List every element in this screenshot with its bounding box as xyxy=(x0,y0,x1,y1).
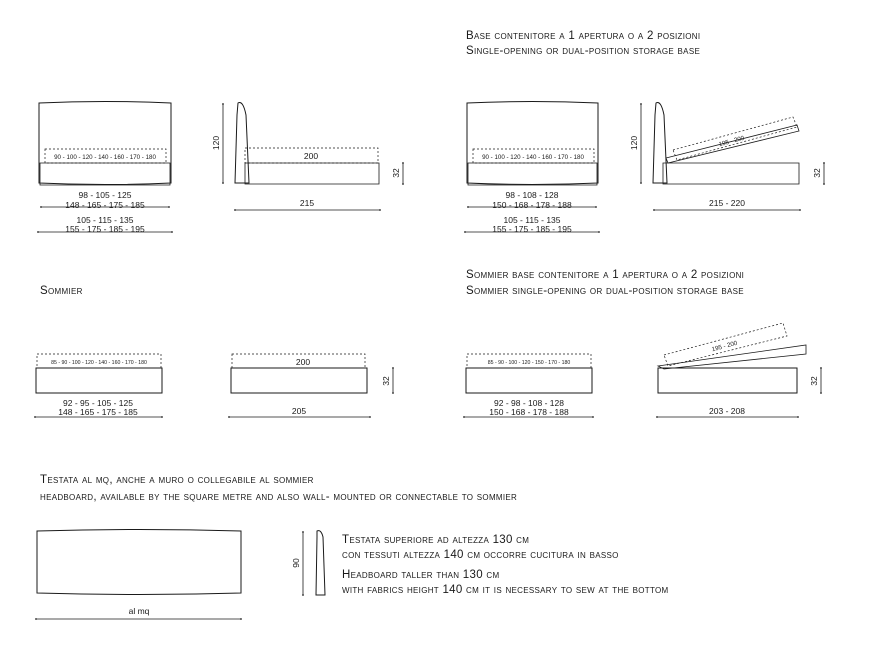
headboard-side-profile xyxy=(316,531,325,595)
storage-base-title-it: Base contenitore a 1 apertura o a 2 posizioni xyxy=(466,30,701,42)
storage-outer-width-2: 155 - 175 - 185 - 195 xyxy=(492,224,572,234)
storage-base-height: 32 xyxy=(812,168,822,178)
bed-total-length: 215 xyxy=(299,198,315,208)
headboard-height: 90 xyxy=(291,558,301,568)
headboard-title-en: headboard, available by the square metre and also wall- mounted or connectable to sommier xyxy=(40,491,518,503)
storage-outer-width-1: 105 - 115 - 135 xyxy=(503,215,561,225)
sommier-storage-width-1: 92 - 98 - 108 - 128 xyxy=(494,398,564,408)
sommier-title: Sommier xyxy=(40,285,83,297)
bed-front-view xyxy=(38,102,172,233)
storage-headboard-side xyxy=(653,103,667,184)
sommier-base-front xyxy=(36,368,162,393)
bed-outer-width-2: 155 - 175 - 185 - 195 xyxy=(65,224,145,234)
sommier-total-length: 205 xyxy=(291,406,307,416)
storage-base-title-en: Single-opening or dual-position storage base xyxy=(466,45,701,57)
bed-mattress-length: 200 xyxy=(303,151,319,161)
note-it-line1: Testata superiore ad altezza 130 cm xyxy=(342,534,530,546)
note-en-line1: Headboard taller than 130 cm xyxy=(342,569,500,581)
bed-base-front xyxy=(40,163,170,185)
sommier-side-view xyxy=(229,354,393,417)
storage-bed-side-view xyxy=(641,103,824,211)
storage-mattress-sizes: 90 - 100 - 120 - 140 - 160 - 170 - 180 xyxy=(482,154,584,161)
bed-inner-width-2: 148 - 165 - 175 - 185 xyxy=(65,200,145,210)
bed-headboard-side xyxy=(235,103,249,184)
headboard-width-label: al mq xyxy=(128,606,150,616)
headboard-panel xyxy=(37,530,241,595)
sommier-storage-total-length: 203 - 208 xyxy=(709,406,745,416)
bed-outer-width-1: 105 - 115 - 135 xyxy=(76,215,134,225)
storage-total-length: 215 - 220 xyxy=(709,198,745,208)
sommier-storage-height: 32 xyxy=(809,376,819,386)
sommier-height: 32 xyxy=(381,376,391,386)
bed-base-side xyxy=(245,163,379,184)
storage-inner-width-2: 150 - 168 - 178 - 188 xyxy=(492,200,572,210)
headboard-side-view xyxy=(303,531,325,595)
sommier-storage-base-front xyxy=(466,368,592,393)
sommier-width-1: 92 - 95 - 105 - 125 xyxy=(63,398,133,408)
sommier-storage-lift-platform xyxy=(658,345,806,369)
storage-inner-width-1: 98 - 108 - 128 xyxy=(505,190,559,200)
sommier-mattress-sizes: 85 - 90 - 100 - 120 - 140 - 160 - 170 - 180 xyxy=(51,360,147,366)
storage-headboard-front xyxy=(467,102,598,185)
sommier-storage-mattress-sizes: 85 - 90 - 100 - 120 - 150 - 170 - 180 xyxy=(487,360,571,366)
storage-lift-length: 195 - 200 xyxy=(718,134,746,149)
sommier-storage-title-en: Sommier single-opening or dual-position storage base xyxy=(466,285,744,297)
bed-mattress-sizes: 90 - 100 - 120 - 140 - 160 - 170 - 180 xyxy=(54,154,156,161)
sommier-storage-title-it: Sommier base contenitore a 1 apertura o a 2 posizioni xyxy=(466,269,745,281)
sommier-storage-width-2: 150 - 168 - 178 - 188 xyxy=(489,407,569,417)
bed-headboard-front xyxy=(39,102,171,185)
note-en-line2: with fabrics height 140 cm it is necessary to sew at the bottom xyxy=(342,584,669,596)
sommier-storage-lift-length: 195 - 200 xyxy=(711,339,739,354)
storage-base-side xyxy=(663,163,799,184)
note-it-line2: con tessuti altezza 140 cm occorre cucitura in basso xyxy=(342,549,619,561)
sommier-storage-side-view xyxy=(657,323,821,417)
sommier-width-2: 148 - 165 - 175 - 185 xyxy=(58,407,138,417)
storage-headboard-height: 120 xyxy=(629,135,639,151)
headboard-title-it: Testata al mq, anche a muro o collegabile al sommier xyxy=(40,474,314,486)
sommier-storage-base-side xyxy=(658,368,797,393)
storage-bed-front-view xyxy=(465,102,599,233)
sommier-mattress-length: 200 xyxy=(295,357,311,367)
sommier-base-side xyxy=(231,368,367,393)
bed-base-height: 32 xyxy=(391,168,401,178)
bed-inner-width-1: 98 - 105 - 125 xyxy=(78,190,132,200)
bed-headboard-height: 120 xyxy=(211,135,221,151)
storage-base-front xyxy=(468,163,597,185)
